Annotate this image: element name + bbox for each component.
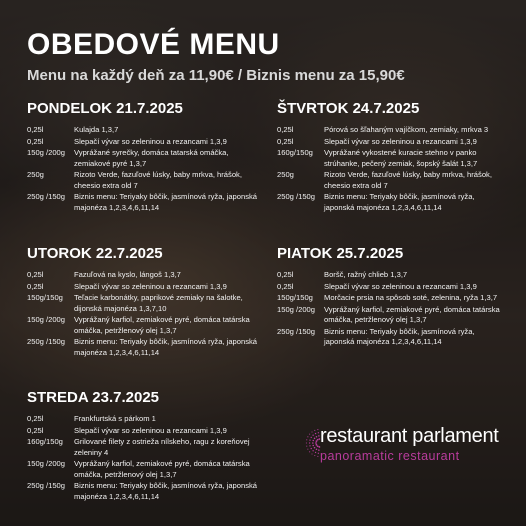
menu-item (277, 270, 505, 281)
day-thursday (277, 100, 505, 214)
logo-dot (316, 440, 318, 442)
item-description: Slepačí vývar so zeleninou a rezancami 1,3,9 (324, 281, 477, 291)
logo-dot (309, 445, 310, 446)
logo-dot (309, 451, 310, 452)
day-tuesday (27, 245, 259, 359)
item-description: Biznis menu: Teriyaky bôčik, jasmínová ryža, japonská majonéza 1,2,3,4,6,11,14 (74, 481, 258, 501)
logo-name: restaurant parlament (320, 425, 499, 447)
logo-dot (309, 439, 310, 440)
menu-item (27, 459, 259, 480)
logo-dot (314, 430, 315, 431)
item-portion: 250g /150g (27, 481, 66, 490)
item-description: Morčacie prsia na spôsob soté, zelenina, ryža 1,3,7 (324, 293, 498, 302)
day-heading: ŠTVRTOK 24.7.2025 (277, 100, 420, 117)
menu-item (27, 192, 259, 213)
logo-dot (311, 448, 312, 449)
item-portion: 0,25l (27, 281, 44, 291)
item-description: Slepačí vývar so zeleninou a rezancami 1,3,9 (324, 136, 477, 146)
logo-dot (311, 431, 312, 432)
logo-dot (312, 435, 313, 436)
logo-dot (314, 438, 316, 440)
logo-dot (316, 444, 318, 446)
item-description: Vyprážané vykostené kuracie stehno v panko strúhanke, pečený zemiak, šopský šalát 1,3,7 (324, 148, 478, 168)
menu-item (27, 293, 259, 314)
logo-dot (306, 442, 307, 443)
item-description: Grilované filety z ostrieža nílskeho, ragu z koreňovej zeleniny 4 (74, 437, 250, 457)
logo-dot (306, 446, 307, 447)
menu-item (277, 148, 505, 169)
item-description: Slepačí vývar so zeleninou a rezancami 1,3,9 (74, 136, 227, 146)
item-portion: 0,25l (27, 136, 44, 146)
day-friday (277, 245, 505, 349)
item-portion: 150g /200g (27, 315, 66, 324)
item-portion: 150g /200g (27, 148, 66, 157)
menu-item (27, 426, 259, 437)
item-portion: 0,25l (27, 425, 44, 435)
logo-dot (309, 434, 310, 435)
logo-dot (312, 445, 314, 447)
menu-item (277, 305, 505, 326)
item-description: Slepačí vývar so zeleninou a rezancami 1,3,9 (74, 281, 227, 291)
menu-item (27, 125, 259, 136)
menu-item (27, 414, 259, 425)
logo-dot (316, 436, 318, 438)
item-portion: 0,25l (27, 270, 44, 279)
radial-dots-icon (294, 429, 322, 457)
menu-item (27, 170, 259, 191)
logo-dot (317, 445, 319, 447)
logo-dot (312, 440, 314, 442)
menu-item (277, 293, 505, 304)
menu-item (27, 437, 259, 458)
logo-dot (312, 442, 314, 444)
day-heading: STREDA 23.7.2025 (27, 389, 160, 406)
item-portion: 160g/150g (27, 437, 63, 446)
logo-tagline: panoramatic restaurant (320, 449, 460, 463)
logo-dot (317, 456, 318, 457)
item-description: Biznis menu: Teriyaky bôčik, jasmínová ryža, japonská majonéza 1,2,3,4,6,11,14 (74, 337, 258, 357)
item-description: Fazuľová na kyslo, lángoš 1,3,7 (74, 270, 181, 279)
menu-item (27, 282, 259, 293)
logo-dot (314, 455, 315, 456)
item-portion: 150g /200g (27, 459, 66, 468)
item-description: Kulajda 1,3,7 (74, 125, 119, 134)
menu-item (277, 327, 505, 348)
item-portion: 150g/150g (27, 293, 63, 302)
item-portion: 0,25l (27, 414, 44, 423)
item-description: Pórová so šľahaným vajíčkom, zemiaky, mrkva 3 (324, 125, 489, 134)
item-portion: 0,25l (277, 125, 294, 134)
item-description: Slepačí vývar so zeleninou a rezancami 1,3,9 (74, 425, 227, 435)
menu-title: OBEDOVÉ MENU (27, 28, 280, 61)
logo-dot (311, 453, 312, 454)
logo-dot (306, 439, 307, 440)
logo-dot (314, 447, 316, 449)
logo-dot (317, 439, 319, 441)
logo-dot (309, 442, 310, 443)
item-description: Boršč, ražný chlieb 1,3,7 (324, 270, 408, 279)
day-heading: PONDELOK 21.7.2025 (27, 100, 183, 117)
item-description: Vyprážané syrečky, domáca tatarská omáčka, zemiakové pyré 1,3,7 (74, 148, 229, 168)
item-description: Biznis menu: Teriyaky bôčik, jasmínová ryža, japonská majonéza 1,2,3,4,6,11,14 (324, 326, 475, 346)
logo-dot (315, 452, 316, 453)
item-portion: 150g/150g (277, 293, 313, 302)
menu-subtitle: Menu na každý deň za 11,90€ / Biznis menu za 15,90€ (27, 67, 405, 84)
logo-dot (318, 432, 319, 433)
day-monday (27, 100, 259, 214)
item-description: Vyprážaný karfiol, zemiakové pyré, domáca tatárska omáčka, petržlenový olej 1,3,7 (74, 315, 250, 335)
item-description: Rizoto Verde, fazuľové lúsky, baby mrkva, hrášok, cheesio extra old 7 (324, 170, 492, 190)
logo-dot (312, 450, 313, 451)
restaurant-logo (294, 425, 509, 495)
logo-dot (311, 437, 312, 438)
logo-dot (315, 442, 317, 444)
logo-dot (316, 449, 318, 451)
day-wednesday (27, 389, 259, 503)
item-description: Biznis menu: Teriyaky bôčik, jasmínová ryža, japonská majonéza 1,2,3,4,6,11,14 (74, 192, 258, 212)
menu-item (277, 170, 505, 191)
item-portion: 0,25l (27, 125, 44, 134)
item-portion: 160g/150g (277, 148, 313, 157)
item-portion: 250g /150g (27, 192, 66, 201)
item-portion: 250g (27, 170, 44, 179)
logo-dot (307, 436, 308, 437)
item-portion: 250g /150g (277, 326, 316, 336)
item-portion: 0,25l (277, 136, 294, 146)
item-portion: 250g /150g (277, 192, 316, 201)
item-description: Vyprážaný karfiol, zemiakové pyré, domáca tatárska omáčka, petržlenový olej 1,3,7 (324, 304, 500, 324)
menu-item (277, 282, 505, 293)
menu-item (27, 137, 259, 148)
logo-dot (315, 433, 316, 434)
day-heading: PIATOK 25.7.2025 (277, 245, 404, 262)
menu-item (27, 337, 259, 358)
menu-item (27, 270, 259, 281)
item-portion: 250g /150g (27, 337, 66, 346)
item-description: Teľacie karbonátky, paprikové zemiaky na šalotke, dijonská majonéza 1,3,7,10 (74, 293, 243, 313)
item-portion: 250g (277, 170, 294, 179)
menu-item (277, 192, 505, 213)
item-description: Rizoto Verde, fazuľové lúsky, baby mrkva, hrášok, cheesio extra old 7 (74, 170, 242, 190)
menu-item (27, 148, 259, 169)
day-heading: UTOROK 22.7.2025 (27, 245, 163, 262)
item-description: Biznis menu: Teriyaky bôčik, jasmínová ryža, japonská majonéza 1,2,3,4,6,11,14 (324, 192, 475, 212)
item-description: Vyprážaný karfiol, zemiakové pyré, domáca tatárska omáčka, petržlenový olej 1,3,7 (74, 459, 250, 479)
menu-item (27, 315, 259, 336)
menu-item (277, 125, 505, 136)
item-portion: 0,25l (277, 270, 294, 279)
logo-dot (317, 429, 318, 430)
menu-item (27, 481, 259, 502)
item-portion: 0,25l (277, 281, 294, 291)
logo-dot (318, 453, 319, 454)
item-description: Frankfurtská s párkom 1 (74, 414, 156, 423)
logo-dot (307, 449, 308, 450)
menu-item (277, 137, 505, 148)
item-portion: 150g /200g (277, 304, 316, 314)
